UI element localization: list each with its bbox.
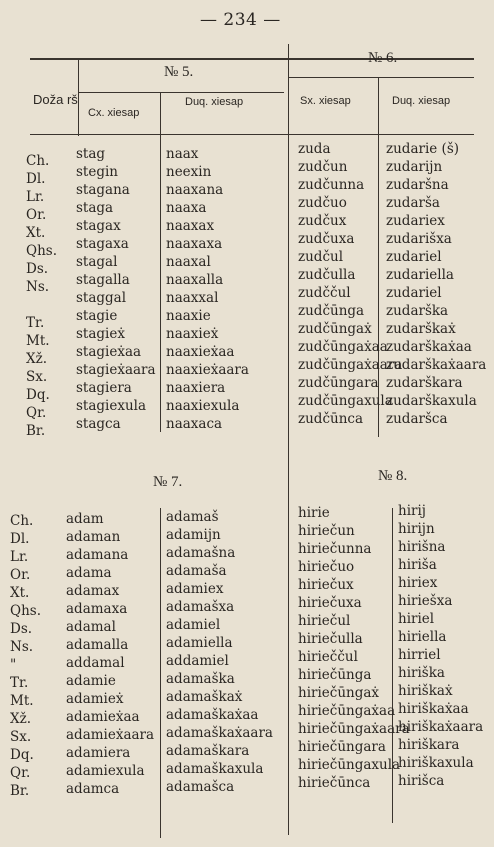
n7-plural-form: adamaškara [166, 743, 250, 759]
top-rule [30, 58, 474, 60]
col-header-n6-pl: Duq. xiesap [392, 95, 451, 107]
n6-singular-form: zudčul [298, 249, 344, 265]
n7-plural-form: adamaškaxula [166, 761, 264, 777]
n8-plural-form: hiriex [398, 575, 438, 591]
n8-singular-form: hiriečux [298, 577, 354, 593]
n8-singular-form: hiriečulla [298, 631, 363, 647]
n7-singular-form: adam [66, 511, 104, 527]
n6-plural-form: zudaršca [386, 411, 448, 427]
n7-plural-form: adamiella [166, 635, 233, 651]
n8-plural-form: hirriel [398, 647, 441, 663]
n5-plural-form: naaxxal [166, 290, 219, 306]
case-label: Sx. [26, 369, 48, 385]
case-label: Lr. [10, 549, 29, 565]
n6-plural-form: zudarškaẋaa [386, 339, 472, 355]
n7-plural-form: addamiel [166, 653, 229, 669]
n8-singular-form: hiriečūngaẋaara [298, 721, 410, 737]
n5-singular-form: stagaxa [76, 236, 129, 252]
n8-plural-form: hiriel [398, 611, 435, 627]
n7-plural-form: adamašxa [166, 599, 235, 615]
n7-plural-form: adamašca [166, 779, 235, 795]
n5-plural-form: naaxieẋaa [166, 344, 235, 360]
case-label: Qhs. [10, 603, 41, 619]
n6-singular-form: zudčunna [298, 177, 365, 193]
n5-plural-form: naaxa [166, 200, 207, 216]
n8-plural-form: hiriella [398, 629, 447, 645]
n5-singular-form: stagax [76, 218, 121, 234]
n5-singular-form: stagie [76, 308, 118, 324]
n7-singular-form: adamie [66, 673, 116, 689]
n5-singular-form: stagieẋ [76, 326, 125, 342]
n8-plural-form: hiriškara [398, 737, 460, 753]
n7-singular-column [66, 510, 154, 798]
n6-plural-form: zudarišxa [386, 231, 452, 247]
n5-singular-form: stagal [76, 254, 118, 270]
n8-singular-form: hiriečūngaẋ [298, 685, 380, 701]
n6-singular-form: zudčūngaxula [298, 393, 393, 409]
bottom-col-divider-left [160, 508, 161, 838]
n5-singular-column [76, 145, 156, 433]
n8-singular-form: hiriečūngaxula [298, 757, 401, 773]
n6-plural-form: zudarška [386, 303, 449, 319]
n6-singular-form: zudčulla [298, 267, 356, 283]
n6-plural-form: zudarškaẋ [386, 321, 456, 337]
case-label: Ds. [26, 261, 49, 277]
n6-singular-form: zudčun [298, 159, 348, 175]
n5-plural-form: naaxana [166, 182, 224, 198]
n8-plural-form: hirišna [398, 539, 446, 555]
n6-singular-form: zudčuxa [298, 231, 355, 247]
n5-plural-form: naaxalla [166, 272, 224, 288]
center-divider [288, 44, 289, 835]
case-label: Or. [10, 567, 31, 583]
case-label: Sx. [10, 729, 32, 745]
n8-singular-form: hiriečunna [298, 541, 372, 557]
n5-singular-form: stagieẋaa [76, 344, 142, 360]
n5-plural-form: neexin [166, 164, 212, 180]
n5-plural-form: naaxieẋ [166, 326, 219, 342]
case-label: Xt. [10, 585, 30, 601]
group-rule-left [78, 92, 284, 93]
n8-singular-form: hiriečul [298, 613, 351, 629]
case-label: Dq. [26, 387, 50, 403]
n7-singular-form: adamiera [66, 745, 131, 761]
n6-plural-form: zudarijn [386, 159, 443, 175]
case-label: Or. [26, 207, 47, 223]
n7-plural-form: adamiex [166, 581, 224, 597]
n5-plural-column [166, 145, 249, 433]
n5-singular-form: staggal [76, 290, 127, 306]
col-header-n5-pl: Duq. xiesap [185, 96, 244, 108]
n6-plural-form: zudaršna [386, 177, 449, 193]
n6-singular-form: zudčūngaẋaara [298, 357, 403, 373]
top-cases-column [26, 152, 57, 440]
n8-plural-form: hiriša [398, 557, 437, 573]
n6-plural-form: zudarškara [386, 375, 463, 391]
n6-plural-form: zudarškaẋaara [386, 357, 487, 373]
case-label: Ns. [26, 279, 50, 295]
n5-plural-form: naaxaxa [166, 236, 223, 252]
n8-plural-form: hiriškaẋaara [398, 719, 484, 735]
n6-plural-form: zudarša [386, 195, 440, 211]
n8-plural-form: hiriškaxula [398, 755, 474, 771]
n6-plural-form: zudariex [386, 213, 445, 229]
n7-singular-form: addamal [66, 655, 125, 671]
n5-plural-form: naaxax [166, 218, 215, 234]
n5-singular-form: stagalla [76, 272, 130, 288]
n7-singular-form: adamieẋaa [66, 709, 140, 725]
n8-singular-form: hiriečun [298, 523, 355, 539]
case-label: " [10, 657, 17, 673]
n8-plural-form: hiriška [398, 665, 445, 681]
n8-plural-form: hirijn [398, 521, 435, 537]
corner-divider [78, 58, 79, 136]
case-label: Qr. [10, 765, 31, 781]
n6-singular-form: zudčux [298, 213, 347, 229]
group-rule-right [288, 77, 474, 78]
n5-singular-form: stegin [76, 164, 118, 180]
case-label: Xž. [26, 351, 48, 367]
case-label: Ch. [10, 513, 34, 529]
case-label: Ns. [10, 639, 34, 655]
n5-singular-form: stag [76, 146, 106, 162]
n7-singular-form: adamana [66, 547, 129, 563]
n5-plural-form: naaxiexula [166, 398, 240, 414]
n6-plural-form: zudarškaxula [386, 393, 477, 409]
n6-singular-form: zudčūngaẋaa [298, 339, 388, 355]
n6-singular-form: zudččul [298, 285, 351, 301]
n7-plural-form: adamaška [166, 671, 235, 687]
n5-singular-form: stagana [76, 182, 130, 198]
n5-singular-form: stagca [76, 416, 121, 432]
case-label: Br. [26, 423, 46, 439]
n8-singular-form: hiriečūnga [298, 667, 372, 683]
page-number: — 234 — [200, 10, 281, 30]
n7-plural-form: adamašna [166, 545, 236, 561]
case-label: Qhs. [26, 243, 57, 259]
n7-singular-form: adama [66, 565, 112, 581]
n5-singular-form: stagiexula [76, 398, 147, 414]
case-label: Dl. [26, 171, 46, 187]
case-label: Tr. [26, 315, 45, 331]
n6-plural-column [386, 140, 486, 428]
case-label: Dl. [10, 531, 30, 547]
n5-plural-form: naaxiera [166, 380, 226, 396]
n7-plural-column [166, 508, 273, 796]
case-label: Mt. [26, 333, 50, 349]
case-label: Mt. [10, 693, 34, 709]
n7-singular-form: adamieẋaara [66, 727, 155, 743]
n6-plural-form: zudariel [386, 285, 442, 301]
n5-plural-form: naax [166, 146, 199, 162]
n8-plural-form: hirišca [398, 773, 445, 789]
case-label: Tr. [10, 675, 29, 691]
n8-singular-form: hiriečuxa [298, 595, 362, 611]
group-label-n6: № 6. [368, 50, 398, 66]
n8-singular-column [298, 504, 410, 792]
case-label: Ds. [10, 621, 33, 637]
n6-singular-form: zudčūnga [298, 303, 365, 319]
n7-plural-form: adamiel [166, 617, 221, 633]
n8-singular-form: hiriečūngaẋaa [298, 703, 396, 719]
col-header-n6-sg: Sx. xiesap [300, 95, 351, 107]
n6-singular-form: zudčuo [298, 195, 347, 211]
n7-plural-form: adamijn [166, 527, 221, 543]
n7-singular-form: adamiexula [66, 763, 145, 779]
n7-plural-form: adamaškaẋaara [166, 725, 273, 741]
n8-singular-form: hirieččul [298, 649, 358, 665]
n8-plural-form: hirij [398, 503, 426, 519]
n7-singular-form: adamax [66, 583, 120, 599]
n8-singular-form: hiriečuo [298, 559, 355, 575]
group-label-n7: № 7. [153, 474, 183, 490]
n8-singular-form: hiriečūnca [298, 775, 371, 791]
case-label: Xž. [10, 711, 32, 727]
n5-plural-form: naaxaca [166, 416, 223, 432]
n5-singular-form: stagieẋaara [76, 362, 156, 378]
n6-plural-form: zudarie (š) [386, 141, 460, 157]
n5-singular-form: staga [76, 200, 114, 216]
top-col-divider-left [160, 92, 161, 432]
n7-singular-form: adamieẋ [66, 691, 124, 707]
case-label: Qr. [26, 405, 47, 421]
n6-plural-form: zudariella [386, 267, 454, 283]
n5-plural-form: naaxal [166, 254, 211, 270]
n6-singular-form: zudčūngara [298, 375, 379, 391]
n6-plural-form: zudariel [386, 249, 442, 265]
col-header-n5-sg: Cx. xiesap [88, 107, 140, 119]
n5-singular-form: stagiera [76, 380, 132, 396]
n7-singular-form: adamaxa [66, 601, 128, 617]
n8-singular-form: hiriečūngara [298, 739, 386, 755]
case-label: Ch. [26, 153, 50, 169]
n6-singular-form: zuda [298, 141, 331, 157]
n7-plural-form: adamaša [166, 563, 227, 579]
group-label-n5: № 5. [164, 64, 194, 80]
n7-singular-form: adaman [66, 529, 121, 545]
n7-singular-form: adamca [66, 781, 120, 797]
n7-plural-form: adamaškaẋaa [166, 707, 259, 723]
n7-singular-form: adamal [66, 619, 116, 635]
corner-label: Doža rš [33, 92, 78, 107]
n8-plural-form: hiriškaẋaa [398, 701, 469, 717]
n8-singular-form: hirie [298, 505, 330, 521]
n7-plural-form: adamaškaẋ [166, 689, 243, 705]
case-label: Lr. [26, 189, 45, 205]
n8-plural-column [398, 502, 483, 790]
bottom-cases-column [10, 512, 41, 800]
n5-plural-form: naaxieẋaara [166, 362, 249, 378]
header-bottom-rule [30, 134, 474, 135]
group-label-n8: № 8. [378, 468, 408, 484]
n8-plural-form: hiriškaẋ [398, 683, 453, 699]
n7-singular-form: adamalla [66, 637, 129, 653]
n6-singular-form: zudčūngaẋ [298, 321, 372, 337]
n8-plural-form: hiriešxa [398, 593, 453, 609]
n5-plural-form: naaxie [166, 308, 211, 324]
case-label: Xt. [26, 225, 46, 241]
case-label [26, 296, 57, 314]
n7-plural-form: adamaš [166, 509, 219, 525]
case-label: Dq. [10, 747, 34, 763]
n6-singular-form: zudčūnca [298, 411, 364, 427]
case-label: Br. [10, 783, 30, 799]
